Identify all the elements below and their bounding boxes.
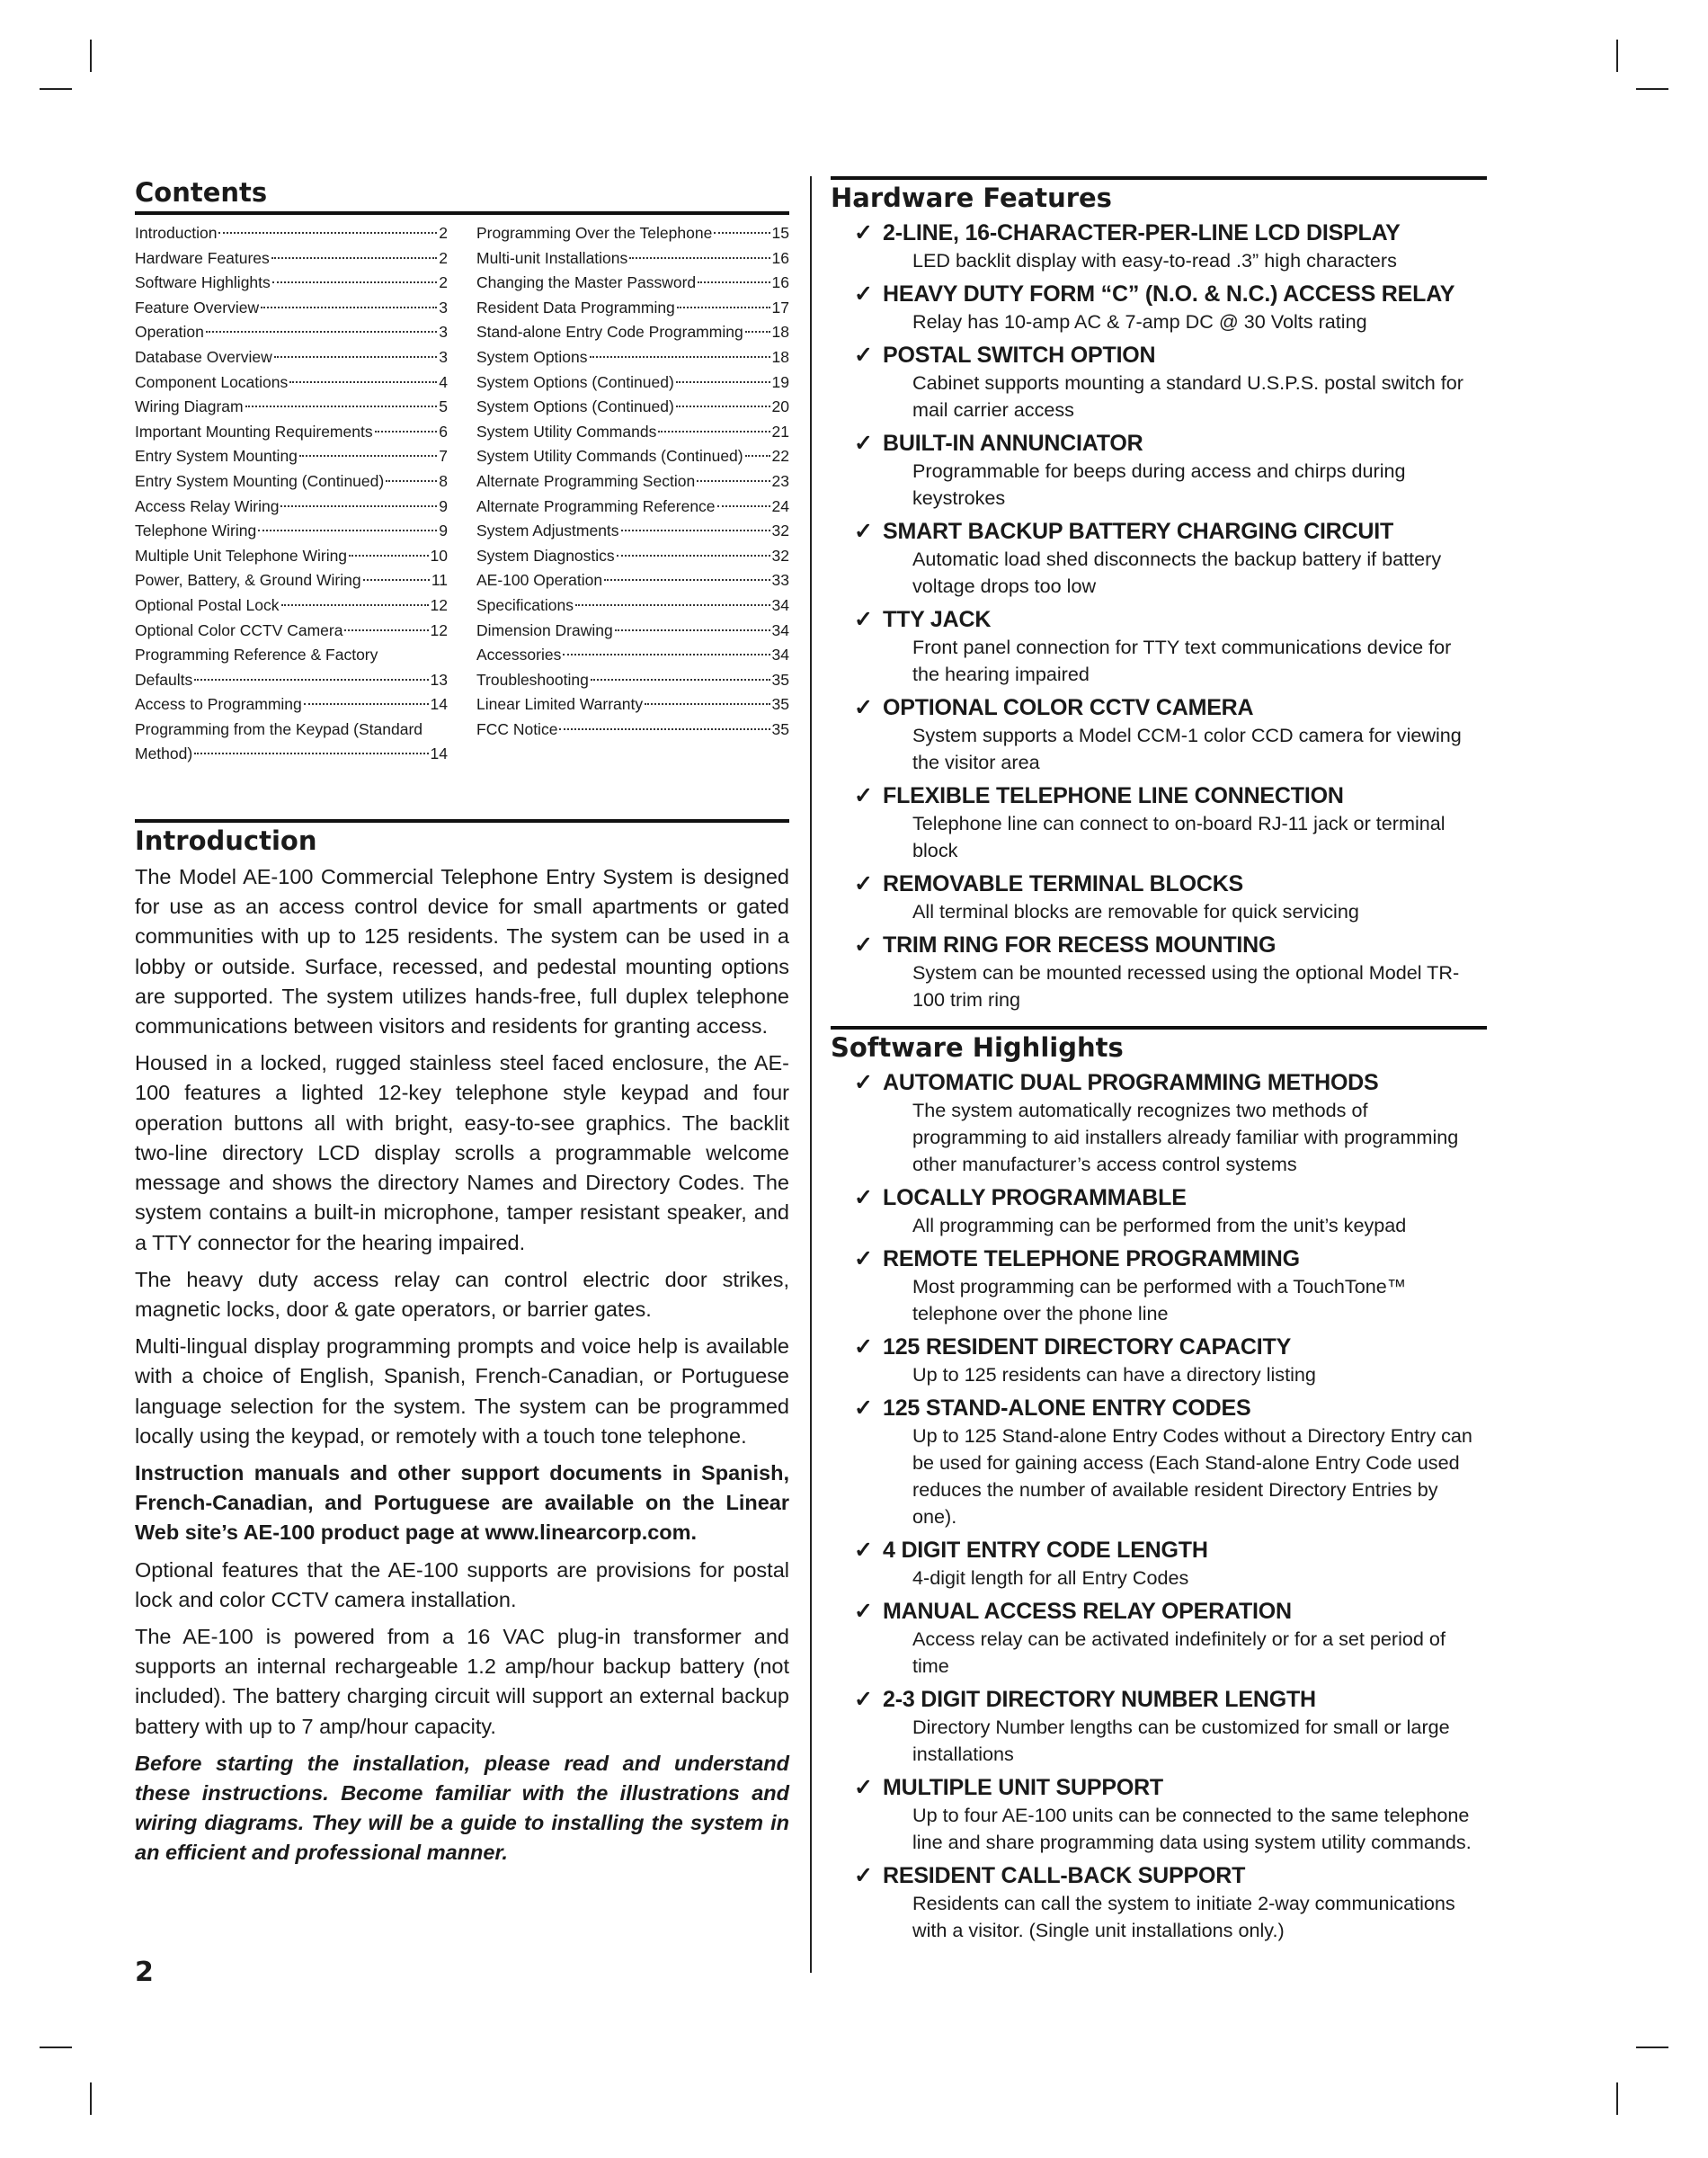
feature-title-text: REMOTE TELEPHONE PROGRAMMING [883, 1246, 1300, 1271]
intro-paragraph: The heavy duty access relay can control electric door strikes, magnetic locks, door & gate operators, or barrier gates. [135, 1267, 789, 1321]
toc-entry[interactable] [476, 643, 789, 668]
toc-entry-title: Specifications [476, 595, 574, 614]
toc-entry-title: Access Relay Wiring [135, 496, 280, 515]
toc-entry-page: 20 [771, 397, 789, 416]
feature-title [831, 694, 1487, 722]
toc-entry-title: Accessories [476, 646, 562, 664]
crop-mark [1636, 88, 1668, 90]
feature-description: 4-digit length for all Entry Codes [912, 1566, 1189, 1589]
toc-entry-page: 2 [439, 273, 448, 292]
toc-entry[interactable] [135, 742, 448, 767]
toc-entry[interactable] [476, 568, 789, 593]
feature-title [831, 1686, 1487, 1714]
toc-entry[interactable] [476, 593, 789, 619]
introduction-heading: Introduction [135, 819, 789, 857]
checkmark-icon: ✓ [854, 1775, 873, 1800]
column-divider [810, 176, 812, 1973]
toc-entry-page: 9 [439, 522, 448, 540]
feature-description: Most programming can be performed with a TouchTone™ telephone over the phone line [912, 1275, 1407, 1324]
toc-entry[interactable] [476, 692, 789, 718]
toc-leader-dots [604, 579, 769, 581]
toc-left-column [135, 221, 448, 767]
toc-entry-page: 35 [771, 670, 789, 689]
toc-leader-dots [714, 232, 769, 234]
toc-entry[interactable] [135, 320, 448, 345]
feature-title-text: 125 STAND-ALONE ENTRY CODES [883, 1396, 1251, 1421]
checkmark-icon: ✓ [854, 519, 873, 544]
feature-title-text: MANUAL ACCESS RELAY OPERATION [883, 1599, 1292, 1624]
toc-leader-dots [676, 381, 770, 383]
feature-title [831, 870, 1487, 898]
toc-entry-title: Telephone Wiring [135, 522, 257, 540]
feature-title-text: TRIM RING FOR RECESS MOUNTING [883, 932, 1277, 958]
feature-description: Directory Number lengths can be customized for small or large installations [912, 1716, 1450, 1765]
feature-description: Relay has 10-amp AC & 7-amp DC @ 30 Volts rating [912, 310, 1367, 333]
feature-title-text: 2-LINE, 16-CHARACTER-PER-LINE LCD DISPLAY [883, 220, 1401, 245]
left-column [135, 176, 789, 1876]
intro-paragraph: Housed in a locked, rugged stainless steel faced enclosure, the AE-100 features a lighted 12-key telephone style keypad and four operation buttons all with bright, easy-to-see graphics. The backlit two-line directory LCD display scrolls a programmable welcome message and shows the directory Names and Directory Codes. The system contains a built-in microphone, tamper resistant speaker, and a TTY connector for the hearing impaired. [135, 1051, 789, 1254]
toc-entry-title: Entry System Mounting [135, 447, 298, 466]
toc-entry[interactable] [476, 444, 789, 469]
toc-entry-title: FCC Notice [476, 719, 558, 738]
feature-title-text: AUTOMATIC DUAL PROGRAMMING METHODS [883, 1070, 1379, 1095]
feature-item [831, 430, 1487, 512]
toc-entry-title: AE-100 Operation [476, 571, 603, 590]
toc-entry[interactable] [476, 544, 789, 569]
feature-item [831, 1862, 1487, 1944]
toc-entry-title: Software Highlights [135, 273, 271, 292]
feature-title [831, 606, 1487, 634]
toc-entry-title: Optional Color CCTV Camera [135, 620, 343, 639]
feature-description: System supports a Model CCM-1 color CCD camera for viewing the visitor area [912, 724, 1462, 773]
feature-title [831, 1245, 1487, 1273]
checkmark-icon: ✓ [854, 695, 873, 720]
toc-entry-title: Troubleshooting [476, 670, 589, 689]
feature-title-text: TTY JACK [883, 607, 992, 632]
toc-entry[interactable] [476, 619, 789, 644]
toc-entry-title: System Options [476, 347, 588, 366]
toc-entry-title: System Utility Commands [476, 422, 657, 441]
toc-leader-dots [344, 629, 428, 631]
feature-description: Telephone line can connect to on-board RJ-11 jack or terminal block [912, 812, 1446, 861]
feature-item [831, 1395, 1487, 1530]
toc-entry-title: Introduction [135, 224, 218, 242]
toc-leader-dots [717, 505, 770, 507]
toc-entry-title: Entry System Mounting (Continued) [135, 471, 385, 490]
toc-entry[interactable] [476, 320, 789, 345]
toc-entry-title: System Options (Continued) [476, 372, 674, 391]
feature-title-text: RESIDENT CALL-BACK SUPPORT [883, 1863, 1246, 1888]
feature-title [831, 1598, 1487, 1626]
toc-leader-dots [194, 753, 428, 754]
feature-description: Up to 125 residents can have a directory listing [912, 1363, 1316, 1386]
toc-leader-dots [615, 629, 770, 631]
toc-entry-page: 32 [771, 546, 789, 565]
intro-paragraph: The AE-100 is powered from a 16 VAC plug-in transformer and supports an internal rechargeable 1.2 amp/hour backup battery (not included). The battery charging circuit will support an external backup battery with up to 7 amp/hour capacity. [135, 1624, 789, 1738]
toc-leader-dots [299, 455, 437, 457]
toc-entry[interactable] [476, 495, 789, 520]
right-column [831, 176, 1487, 1950]
toc-entry[interactable] [476, 271, 789, 296]
toc-leader-dots [218, 232, 437, 234]
toc-entry-title[interactable]: Programming Reference & Factory [135, 646, 378, 664]
toc-entry[interactable] [135, 668, 448, 693]
hardware-heading: Hardware Features [831, 176, 1487, 214]
hardware-features-list [831, 219, 1487, 1013]
toc-entry[interactable] [135, 444, 448, 469]
feature-description: Cabinet supports mounting a standard U.S.P.S. postal switch for mail carrier access [912, 371, 1463, 421]
toc-entry-title: Component Locations [135, 372, 289, 391]
toc-entry[interactable] [135, 544, 448, 569]
toc-entry-title: Wiring Diagram [135, 397, 244, 416]
toc-entry[interactable] [476, 395, 789, 420]
software-highlights-list [831, 1069, 1487, 1944]
crop-mark [1616, 2082, 1618, 2115]
feature-title [831, 1069, 1487, 1097]
toc-entry-page: 6 [439, 422, 448, 441]
toc-leader-dots [745, 331, 770, 333]
crop-mark [40, 2047, 72, 2048]
feature-description: Up to 125 Stand-alone Entry Codes without a Directory Entry can be used for gaining access (Each Stand-alone Entry Code used reduces the number of available resident Directory Entries by one). [912, 1424, 1472, 1528]
toc-leader-dots [281, 604, 429, 606]
feature-description: The system automatically recognizes two methods of programming to aid installers already familiar with programming other manufacturer’s access control systems [912, 1099, 1459, 1175]
feature-title-text: 4 DIGIT ENTRY CODE LENGTH [883, 1538, 1208, 1563]
toc-leader-dots [271, 257, 437, 259]
toc-leader-dots [677, 307, 770, 308]
feature-description: Programmable for beeps during access and chirps during keystrokes [912, 459, 1406, 509]
toc-entry-page: 16 [771, 273, 789, 292]
checkmark-icon: ✓ [854, 1396, 873, 1421]
feature-item [831, 694, 1487, 776]
toc-entry[interactable] [476, 718, 789, 743]
toc-entry[interactable] [476, 370, 789, 396]
toc-leader-dots [563, 654, 769, 655]
toc-entry[interactable] [135, 296, 448, 321]
toc-entry-page: 32 [771, 522, 789, 540]
toc-entry-page: 16 [771, 248, 789, 267]
toc-leader-dots [645, 703, 769, 705]
feature-description: All terminal blocks are removable for quick servicing [912, 900, 1359, 923]
toc-leader-dots [559, 728, 769, 730]
toc-entry-title-cont: Defaults [135, 670, 193, 689]
toc-entry-page: 3 [439, 323, 448, 342]
toc-entry-page: 11 [431, 571, 448, 590]
toc-entry-page: 34 [771, 620, 789, 639]
intro-paragraph: Optional features that the AE-100 supports are provisions for postal lock and color CCTV camera installation. [135, 1557, 789, 1611]
checkmark-icon: ✓ [854, 343, 873, 368]
toc-entry[interactable] [135, 395, 448, 420]
toc-entry-title: Important Mounting Requirements [135, 422, 373, 441]
toc-entry[interactable] [135, 519, 448, 544]
toc-leader-dots [289, 381, 437, 383]
checkmark-icon: ✓ [854, 1863, 873, 1888]
toc-entry-title: Power, Battery, & Ground Wiring [135, 571, 361, 590]
feature-item [831, 1598, 1487, 1680]
intro-paragraph: The Model AE-100 Commercial Telephone Entry System is designed for use as an access control device for small apartments or gated communities with up to 125 residents. The system can be used in a lobby or outside. Surface, recessed, and pedestal mounting options are supported. The system utilizes hands-free, full duplex telephone communications between visitors and residents for granting access. [135, 865, 789, 1039]
toc-entry-page: 24 [771, 496, 789, 515]
checkmark-icon: ✓ [854, 1185, 873, 1210]
feature-title [831, 1862, 1487, 1890]
toc-entry-page: 23 [771, 471, 789, 490]
feature-description: Residents can call the system to initiate 2-way communications with a visitor. (Single unit installations only.) [912, 1892, 1455, 1941]
toc-entry[interactable] [135, 619, 448, 644]
toc-entry-page: 5 [439, 397, 448, 416]
crop-mark [1636, 2047, 1668, 2048]
toc-leader-dots [745, 455, 770, 457]
feature-title [831, 1333, 1487, 1361]
toc-entry[interactable] [476, 668, 789, 693]
feature-title-text: POSTAL SWITCH OPTION [883, 343, 1156, 368]
checkmark-icon: ✓ [854, 1687, 873, 1712]
toc-leader-dots [349, 555, 428, 557]
toc-leader-dots [676, 406, 770, 407]
toc-entry[interactable] [135, 692, 448, 718]
toc-entry-page: 18 [771, 323, 789, 342]
feature-title-text: 125 RESIDENT DIRECTORY CAPACITY [883, 1334, 1292, 1360]
crop-mark [1616, 40, 1618, 72]
feature-title [831, 1395, 1487, 1422]
feature-title-text: OPTIONAL COLOR CCTV CAMERA [883, 695, 1254, 720]
contents-heading: Contents [135, 176, 789, 215]
toc-entry-title: System Adjustments [476, 522, 619, 540]
toc-entry-page: 12 [430, 595, 448, 614]
toc-entry-title: Alternate Programming Section [476, 471, 696, 490]
feature-item [831, 606, 1487, 688]
crop-mark [90, 2082, 92, 2115]
toc-leader-dots [375, 431, 438, 432]
toc-leader-dots [697, 480, 769, 482]
feature-title [831, 342, 1487, 370]
feature-description: Up to four AE-100 units can be connected to the same telephone line and share programming data using system utility commands. [912, 1804, 1472, 1853]
toc-entry-title: Feature Overview [135, 298, 260, 317]
toc-entry[interactable] [135, 271, 448, 296]
toc-entry-title: Database Overview [135, 347, 272, 366]
toc-leader-dots [304, 703, 429, 705]
toc-leader-dots [617, 555, 770, 557]
toc-entry[interactable] [476, 519, 789, 544]
toc-entry[interactable] [135, 593, 448, 619]
toc-entry-page: 12 [430, 620, 448, 639]
toc-entry[interactable] [476, 420, 789, 445]
intro-warning: Before starting the installation, please read and understand these instructions. Become familiar with the illustrations and wiring diagrams. They will be a guide to installing the system in an efficient and professional manner. [135, 1751, 789, 1865]
toc-leader-dots [629, 257, 769, 259]
toc-entry[interactable] [476, 469, 789, 495]
intro-paragraph-manuals: Instruction manuals and other support documents in Spanish, French-Canadian, and Portuguese are available on the Linear Web site’s AE-100 product page at www.linearcorp.com. [135, 1460, 789, 1545]
feature-title [831, 430, 1487, 458]
toc-leader-dots [590, 356, 770, 358]
toc-entry-title: Changing the Master Password [476, 273, 697, 292]
feature-item [831, 1774, 1487, 1856]
feature-item [831, 1069, 1487, 1178]
toc-leader-dots [272, 281, 437, 283]
feature-title-text: LOCALLY PROGRAMMABLE [883, 1185, 1187, 1210]
crop-mark [90, 40, 92, 72]
toc-entry-page: 7 [439, 447, 448, 466]
feature-title [831, 1774, 1487, 1802]
toc-leader-dots [194, 679, 428, 681]
toc-entry[interactable] [135, 345, 448, 370]
checkmark-icon: ✓ [854, 1246, 873, 1271]
toc-entry-page: 14 [430, 695, 448, 714]
toc-entry-page: 10 [430, 546, 448, 565]
toc-entry-page: 2 [439, 248, 448, 267]
toc-entry-title: Hardware Features [135, 248, 270, 267]
toc-entry-title: Stand-alone Entry Code Programming [476, 323, 743, 342]
toc-entry-title: Multi-unit Installations [476, 248, 628, 267]
toc-entry-page: 19 [771, 372, 789, 391]
checkmark-icon: ✓ [854, 1538, 873, 1563]
checkmark-icon: ✓ [854, 220, 873, 245]
toc-entry-page: 22 [771, 447, 789, 466]
feature-description: Front panel connection for TTY text communications device for the hearing impaired [912, 636, 1452, 685]
checkmark-icon: ✓ [854, 783, 873, 808]
toc-leader-dots [575, 604, 770, 606]
checkmark-icon: ✓ [854, 607, 873, 632]
toc-leader-dots [591, 679, 770, 681]
feature-item [831, 518, 1487, 600]
feature-title-text: 2-3 DIGIT DIRECTORY NUMBER LENGTH [883, 1687, 1316, 1712]
toc-entry[interactable] [135, 246, 448, 272]
crop-mark [40, 88, 72, 90]
software-heading: Software Highlights [831, 1026, 1487, 1064]
toc-entry-page: 21 [771, 422, 789, 441]
toc-entry[interactable] [476, 296, 789, 321]
feature-item [831, 1333, 1487, 1388]
introduction-section [135, 819, 789, 1868]
feature-item [831, 1686, 1487, 1768]
toc-entry-page: 9 [439, 496, 448, 515]
feature-item [831, 782, 1487, 864]
feature-description: Automatic load shed disconnects the backup battery if battery voltage drops too low [912, 548, 1442, 597]
toc-leader-dots [261, 307, 437, 308]
feature-title [831, 932, 1487, 959]
toc-entry-title: Alternate Programming Reference [476, 496, 716, 515]
feature-title-text: HEAVY DUTY FORM “C” (N.O. & N.C.) ACCESS RELAY [883, 281, 1455, 307]
toc-entry-title: Dimension Drawing [476, 620, 613, 639]
toc-entry-page: 4 [439, 372, 448, 391]
toc-entry-page: 15 [771, 224, 789, 242]
toc-entry-page: 33 [771, 571, 789, 590]
feature-item [831, 1537, 1487, 1592]
toc-entry-page: 34 [771, 595, 789, 614]
checkmark-icon: ✓ [854, 871, 873, 896]
toc-leader-dots [363, 579, 430, 581]
toc-entry[interactable] [135, 370, 448, 396]
toc-leader-dots [245, 406, 438, 407]
feature-title-text: MULTIPLE UNIT SUPPORT [883, 1775, 1163, 1800]
toc-entry-title: Multiple Unit Telephone Wiring [135, 546, 348, 565]
feature-title [831, 281, 1487, 308]
feature-title [831, 1537, 1487, 1565]
toc-entry[interactable] [135, 568, 448, 593]
toc-leader-dots [206, 331, 437, 333]
feature-description: Access relay can be activated indefinitely or for a set period of time [912, 1627, 1446, 1677]
feature-item [831, 932, 1487, 1013]
page-number: 2 [135, 1957, 154, 1988]
toc-leader-dots [658, 431, 769, 432]
toc-entry-title[interactable]: Programming from the Keypad (Standard [135, 719, 423, 738]
toc-entry-title: Operation [135, 323, 204, 342]
toc-entry-title: Access to Programming [135, 695, 302, 714]
feature-title [831, 518, 1487, 546]
toc-entry-title: System Options (Continued) [476, 397, 674, 416]
toc-entry-page: 18 [771, 347, 789, 366]
toc-leader-dots [280, 505, 437, 507]
toc-entry[interactable] [135, 420, 448, 445]
toc-entry[interactable] [476, 246, 789, 272]
feature-description: All programming can be performed from the unit’s keypad [912, 1214, 1407, 1236]
feature-item [831, 281, 1487, 335]
intro-paragraph: Multi-lingual display programming prompts and voice help is available with a choice of English, Spanish, French-Canadian, or Portuguese language selection for the system. The system can be programmed locally using the keypad, or remotely with a touch tone telephone. [135, 1334, 789, 1448]
feature-description: System can be mounted recessed using the optional Model TR-100 trim ring [912, 961, 1460, 1011]
toc-leader-dots [274, 356, 438, 358]
feature-title-text: FLEXIBLE TELEPHONE LINE CONNECTION [883, 783, 1344, 808]
feature-item [831, 1184, 1487, 1239]
toc-entry[interactable] [476, 345, 789, 370]
checkmark-icon: ✓ [854, 1334, 873, 1360]
feature-item [831, 870, 1487, 925]
toc-entry-page: 35 [771, 719, 789, 738]
toc-entry[interactable] [476, 221, 789, 246]
toc-leader-dots [386, 480, 437, 482]
toc-entry-page: 13 [430, 670, 448, 689]
feature-item [831, 1245, 1487, 1327]
toc-entry-title: System Utility Commands (Continued) [476, 447, 743, 466]
feature-description: LED backlit display with easy-to-read .3” high characters [912, 249, 1397, 272]
toc-entry-page: 35 [771, 695, 789, 714]
checkmark-icon: ✓ [854, 431, 873, 456]
table-of-contents [135, 221, 789, 767]
toc-entry-page: 8 [439, 471, 448, 490]
toc-entry-title: Programming Over the Telephone [476, 224, 713, 242]
feature-item [831, 219, 1487, 274]
toc-entry-page: 3 [439, 298, 448, 317]
toc-right-column [476, 221, 789, 767]
toc-entry-title: Optional Postal Lock [135, 595, 280, 614]
feature-title-text: SMART BACKUP BATTERY CHARGING CIRCUIT [883, 519, 1394, 544]
toc-entry-title-cont: Method) [135, 745, 193, 763]
toc-entry-title: System Diagnostics [476, 546, 615, 565]
feature-item [831, 342, 1487, 424]
toc-entry-page: 3 [439, 347, 448, 366]
toc-leader-dots [698, 281, 769, 283]
feature-title [831, 1184, 1487, 1212]
toc-entry[interactable] [135, 469, 448, 495]
feature-title-text: BUILT-IN ANNUNCIATOR [883, 431, 1143, 456]
toc-entry-title: Linear Limited Warranty [476, 695, 644, 714]
checkmark-icon: ✓ [854, 1599, 873, 1624]
checkmark-icon: ✓ [854, 932, 873, 958]
toc-entry-title: Resident Data Programming [476, 298, 675, 317]
feature-title-text: REMOVABLE TERMINAL BLOCKS [883, 871, 1244, 896]
toc-entry-page: 34 [771, 646, 789, 664]
feature-title [831, 782, 1487, 810]
toc-leader-dots [258, 530, 437, 531]
toc-entry-page: 17 [771, 298, 789, 317]
toc-entry-page: 14 [430, 745, 448, 763]
toc-entry[interactable] [135, 495, 448, 520]
toc-entry[interactable] [135, 221, 448, 246]
checkmark-icon: ✓ [854, 1070, 873, 1095]
checkmark-icon: ✓ [854, 281, 873, 307]
toc-entry-page: 2 [439, 224, 448, 242]
toc-leader-dots [621, 530, 770, 531]
feature-title [831, 219, 1487, 247]
